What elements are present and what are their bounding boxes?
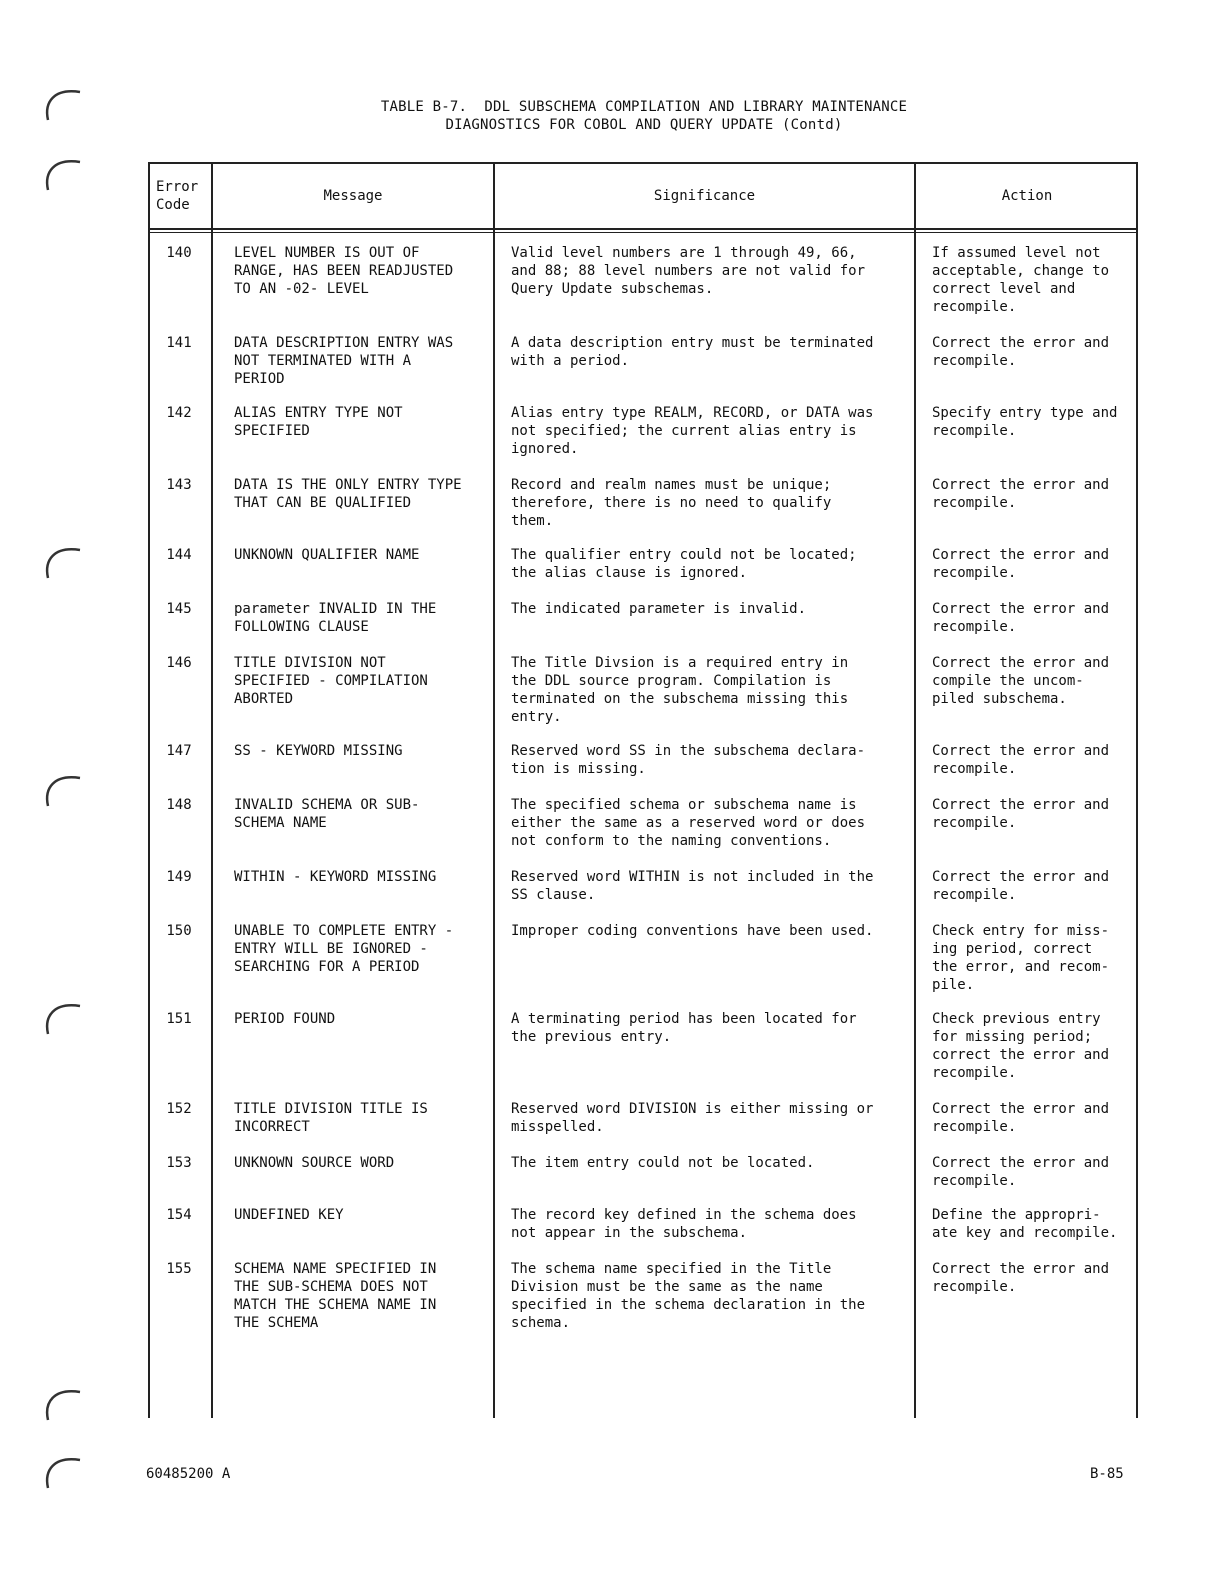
significance: Reserved word WITHIN is not included in the SS clause. (511, 869, 874, 903)
error-code: 149 (166, 869, 192, 885)
action: Correct the error and recompile. (932, 1261, 1110, 1295)
action: Correct the error and recompile. (932, 1155, 1110, 1189)
error-code: 145 (166, 601, 192, 617)
action: If assumed level not acceptable, change to correct level and recompile. (932, 245, 1110, 315)
significance: Reserved word DIVISION is either missing or misspelled. (511, 1101, 874, 1135)
message: UNKNOWN QUALIFIER NAME (234, 547, 420, 563)
error-code: 142 (166, 405, 192, 421)
significance: Record and realm names must be unique; therefore, there is no need to qualify them. (511, 477, 832, 529)
significance: The item entry could not be located. (511, 1155, 815, 1171)
action: Correct the error and recompile. (932, 1101, 1110, 1135)
header-rule (150, 228, 1136, 230)
action: Correct the error and recompile. (932, 743, 1110, 777)
error-code: 140 (166, 245, 192, 261)
message: WITHIN - KEYWORD MISSING (234, 869, 437, 885)
column-divider (211, 164, 213, 1418)
message: UNKNOWN SOURCE WORD (234, 1155, 395, 1171)
action: Define the appropri- ate key and recompile. (932, 1207, 1118, 1241)
error-code: 153 (166, 1155, 192, 1171)
message: ALIAS ENTRY TYPE NOT SPECIFIED (234, 405, 403, 439)
binder-hole-mark (40, 1380, 86, 1426)
table-title-line2: DIAGNOSTICS FOR COBOL AND QUERY UPDATE (Contd) (445, 117, 843, 133)
error-code: 150 (166, 923, 192, 939)
message: TITLE DIVISION NOT SPECIFIED - COMPILATION ABORTED (234, 655, 428, 707)
message: SS - KEYWORD MISSING (234, 743, 403, 759)
message: parameter INVALID IN THE FOLLOWING CLAUSE (234, 601, 437, 635)
action: Correct the error and recompile. (932, 869, 1110, 903)
header-message: Message (323, 188, 383, 204)
significance: The record key defined in the schema does not appear in the subschema. (511, 1207, 857, 1241)
significance: The qualifier entry could not be located; the alias clause is ignored. (511, 547, 857, 581)
error-code: 146 (166, 655, 192, 671)
message: PERIOD FOUND (234, 1011, 336, 1027)
action: Correct the error and compile the uncom- piled subschema. (932, 655, 1110, 707)
header-significance: Significance (653, 188, 756, 204)
action: Correct the error and recompile. (932, 797, 1110, 831)
header-error-code: Error Code (156, 179, 199, 213)
significance: Alias entry type REALM, RECORD, or DATA was not specified; the current alias entry is ignored. (511, 405, 874, 457)
message: DATA DESCRIPTION ENTRY WAS NOT TERMINATED WITH A PERIOD (234, 335, 454, 387)
action: Correct the error and recompile. (932, 547, 1110, 581)
binder-hole-mark (40, 766, 86, 812)
binder-hole-mark (40, 538, 86, 584)
message: UNDEFINED KEY (234, 1207, 344, 1223)
action: Correct the error and recompile. (932, 477, 1110, 511)
diagnostics-table (148, 162, 1138, 1418)
message: UNABLE TO COMPLETE ENTRY - ENTRY WILL BE IGNORED - SEARCHING FOR A PERIOD (234, 923, 454, 975)
significance: Valid level numbers are 1 through 49, 66, and 88; 88 level numbers are not valid for Query Update subschemas. (511, 245, 866, 297)
header-rule-double (150, 232, 1136, 233)
binder-hole-mark (40, 1448, 86, 1494)
binder-hole-mark (40, 80, 86, 126)
significance: The specified schema or subschema name is either the same as a reserved word or does not conform to the naming conventions. (511, 797, 866, 849)
significance: The schema name specified in the Title Division must be the same as the name specified in the schema declaration in the schema. (511, 1261, 866, 1331)
action: Check entry for miss- ing period, correct the error, and recom- pile. (932, 923, 1110, 993)
error-code: 154 (166, 1207, 192, 1223)
significance: Improper coding conventions have been used. (511, 923, 874, 939)
column-divider (914, 164, 916, 1418)
action: Specify entry type and recompile. (932, 405, 1118, 439)
header-action: Action (1001, 188, 1053, 204)
table-title-line1: TABLE B-7. DDL SUBSCHEMA COMPILATION AND LIBRARY MAINTENANCE (380, 99, 908, 115)
document-number: 60485200 A (146, 1466, 231, 1482)
error-code: 152 (166, 1101, 192, 1117)
significance: The Title Divsion is a required entry in the DDL source program. Compilation is terminated on the subschema missing this entry. (511, 655, 849, 725)
error-code: 151 (166, 1011, 192, 1027)
page-number: B-85 (1090, 1466, 1124, 1482)
action: Check previous entry for missing period; correct the error and recompile. (932, 1011, 1110, 1081)
error-code: 141 (166, 335, 192, 351)
message: INVALID SCHEMA OR SUB- SCHEMA NAME (234, 797, 420, 831)
error-code: 147 (166, 743, 192, 759)
error-code: 148 (166, 797, 192, 813)
message: DATA IS THE ONLY ENTRY TYPE THAT CAN BE QUALIFIED (234, 477, 462, 511)
significance: A data description entry must be terminated with a period. (511, 335, 874, 369)
binder-hole-mark (40, 150, 86, 196)
table-title (150, 98, 1138, 134)
error-code: 144 (166, 547, 192, 563)
binder-hole-mark (40, 994, 86, 1040)
message: SCHEMA NAME SPECIFIED IN THE SUB-SCHEMA DOES NOT MATCH THE SCHEMA NAME IN THE SCHEMA (234, 1261, 437, 1331)
message: LEVEL NUMBER IS OUT OF RANGE, HAS BEEN READJUSTED TO AN -02- LEVEL (234, 245, 454, 297)
significance: Reserved word SS in the subschema declara- tion is missing. (511, 743, 866, 777)
significance: The indicated parameter is invalid. (511, 601, 807, 617)
action: Correct the error and recompile. (932, 601, 1110, 635)
error-code: 143 (166, 477, 192, 493)
message: TITLE DIVISION TITLE IS INCORRECT (234, 1101, 428, 1135)
action: Correct the error and recompile. (932, 335, 1110, 369)
error-code: 155 (166, 1261, 192, 1277)
significance: A terminating period has been located for the previous entry. (511, 1011, 857, 1045)
